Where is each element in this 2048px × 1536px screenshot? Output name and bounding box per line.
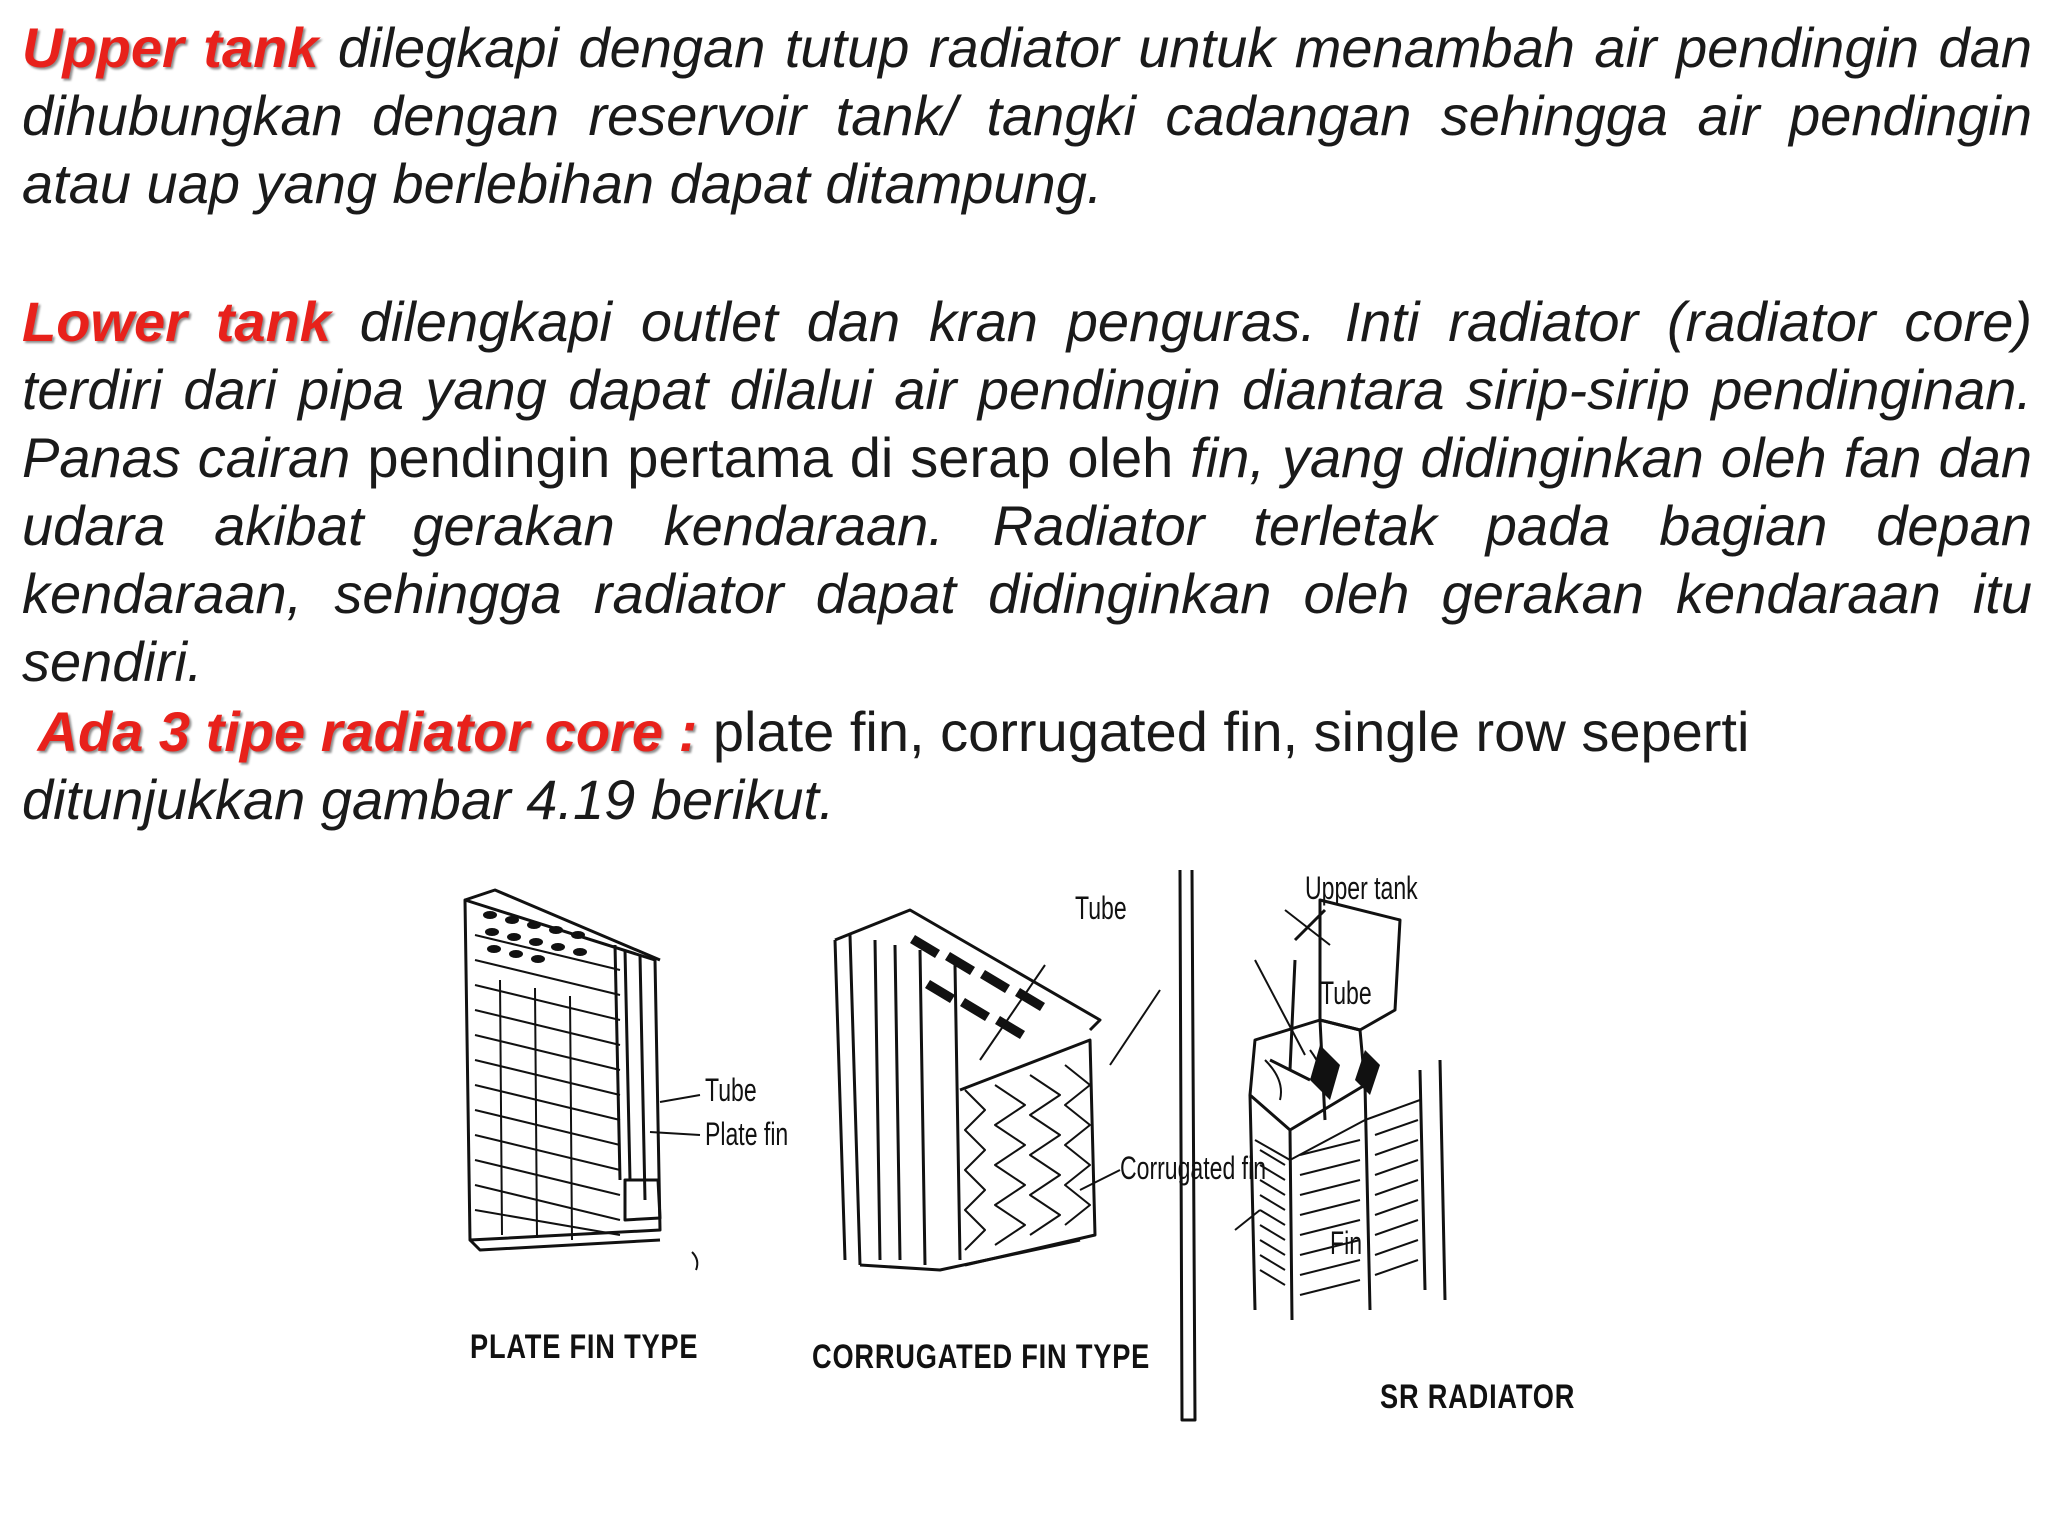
callout-sr-upper-tank: Upper tank	[1305, 870, 1418, 906]
keyword-upper-tank: Upper tank	[22, 16, 319, 79]
caption-sr-radiator: SR RADIATOR	[1380, 1378, 1576, 1416]
paragraph-lower-tank-text-a: dilengkapi outlet dan kran penguras. Inti radiator (radiator core) terdiri dari pipa yang dapat dilalui air pendingin diantara sirip-sirip pendinginan. Panas cairan	[22, 290, 2032, 489]
paragraph-upper-tank-text: dilegkapi dengan tutup radiator untuk menambah air pendingin dan dihubungkan dengan reservoir tank/ tangki cadangan sehingga air pendingin atau uap yang berlebihan dapat ditampung.	[22, 16, 2032, 215]
callout-plate-fin-tube: Tube	[705, 1072, 757, 1108]
paragraph-lower-tank	[22, 288, 2032, 696]
corrugated-fin-drawing	[835, 910, 1160, 1270]
paragraph-core-types-text-b: ditunjukkan gambar 4.19 berikut.	[22, 768, 835, 831]
caption-plate-fin-type: PLATE FIN TYPE	[470, 1328, 699, 1366]
plate-fin-drawing	[465, 890, 700, 1270]
callout-sr-fin: Fin	[1330, 1225, 1363, 1261]
keyword-core-types: Ada 3 tipe radiator core :	[37, 700, 698, 763]
callout-sr-tube: Tube	[1320, 975, 1372, 1011]
paragraph-core-types-text-a: plate fin, corrugated fin, single row seperti	[697, 700, 1750, 763]
caption-corrugated-fin-type: CORRUGATED FIN TYPE	[812, 1338, 1151, 1376]
callout-corrugated-tube: Tube	[1075, 890, 1127, 926]
callout-plate-fin: Plate fin	[705, 1116, 789, 1152]
radiator-core-figure	[320, 840, 1650, 1460]
paragraph-lower-tank-text-c: fin, yang didinginkan oleh fan dan udara akibat gerakan kendaraan. Radiator terletak pada bagian depan kendaraan, sehingga radiator dapat didinginkan oleh gerakan kendaraan itu sendiri.	[22, 426, 2032, 693]
paragraph-upper-tank	[22, 14, 2032, 218]
callout-corrugated-fin: Corrugated fin	[1120, 1150, 1267, 1186]
paragraph-lower-tank-text-b: pendingin pertama di serap oleh	[350, 426, 1174, 489]
keyword-lower-tank: Lower tank	[22, 290, 331, 353]
paragraph-core-types	[22, 698, 2032, 834]
sr-radiator-drawing	[1180, 870, 1445, 1420]
